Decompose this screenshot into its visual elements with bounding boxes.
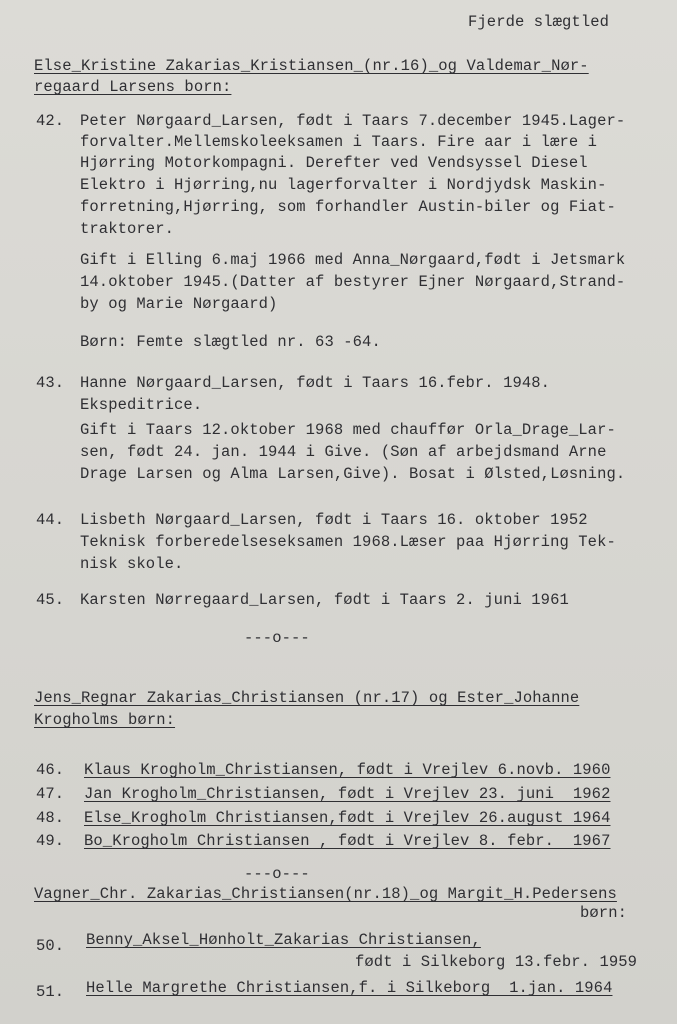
entry-number: 48. <box>36 809 65 827</box>
entry-number: 51. <box>36 983 65 1001</box>
entry-line: Karsten Nørregaard_Larsen, født i Taars 2. juni 1961 <box>80 591 569 609</box>
entry-line: Benny_Aksel_Hønholt_Zakarias Christiansen, <box>86 931 481 949</box>
section2-heading: Jens_Regnar Zakarias_Christiansen (nr.17) og Ester_Johanne <box>34 689 580 707</box>
entry-line: Drage Larsen og Alma Larsen,Give). Bosat i Ølsted,Løsning. <box>80 465 626 483</box>
section3-heading: Vagner_Chr. Zakarias_Christiansen(nr.18)_og Margit_H.Pedersens <box>34 885 617 903</box>
entry-line: Bo_Krogholm Christiansen , født i Vrejlev 8. febr. 1967 <box>84 832 611 850</box>
entry-number: 49. <box>36 832 65 850</box>
entry-line: forretning,Hjørring, som forhandler Austin-biler og Fiat- <box>80 198 616 216</box>
entry-number: 47. <box>36 785 65 803</box>
entry-number: 43. <box>36 374 65 392</box>
entry-line: Hanne Nørgaard_Larsen, født i Taars 16.febr. 1948. <box>80 374 551 392</box>
entry-line: Helle Margrethe Christiansen,f. i Silkeborg 1.jan. 1964 <box>86 979 613 997</box>
entry-line: Else_Krogholm Christiansen,født i Vrejlev 26.august 1964 <box>84 809 611 827</box>
section2-heading-cont: Krogholms børn: <box>34 711 176 729</box>
section1-heading: Else_Kristine Zakarias_Kristiansen_(nr.16)_og Valdemar_Nør- <box>34 57 589 75</box>
entry-line: Teknisk forberedelseseksamen 1968.Læser paa Hjørring Tek- <box>80 533 616 551</box>
entry-line: forvalter.Mellemskoleeksamen i Taars. Fire aar i lære i <box>80 133 598 151</box>
section3-heading-cont: børn: <box>580 904 628 922</box>
entry-line: født i Silkeborg 13.febr. 1959 <box>355 953 638 971</box>
entry-line: Ekspeditrice. <box>80 396 203 414</box>
entry-number: 42. <box>36 112 65 130</box>
entry-line: by og Marie Nørgaard) <box>80 295 278 313</box>
entry-line: Klaus Krogholm_Christiansen, født i Vrejlev 6.novb. 1960 <box>84 761 611 779</box>
entry-number: 45. <box>36 591 65 609</box>
entry-number: 44. <box>36 511 65 529</box>
entry-line: Hjørring Motorkompagni. Derefter ved Vendsyssel Diesel <box>80 154 588 172</box>
entry-line: traktorer. <box>80 220 175 238</box>
entry-line: 14.oktober 1945.(Datter af bestyrer Ejner Nørgaard,Strand- <box>80 273 626 291</box>
entry-number: 50. <box>36 937 65 955</box>
entry-line: Elektro i Hjørring,nu lagerforvalter i Nordjydsk Maskin- <box>80 176 607 194</box>
separator: ---o--- <box>244 865 310 883</box>
entry-number: 46. <box>36 761 65 779</box>
entry-line: nisk skole. <box>80 555 184 573</box>
separator: ---o--- <box>244 629 310 647</box>
entry-line: Lisbeth Nørgaard_Larsen, født i Taars 16. oktober 1952 <box>80 511 588 529</box>
generation-header: Fjerde slægtled <box>468 13 610 31</box>
entry-line: Gift i Elling 6.maj 1966 med Anna_Nørgaard,født i Jetsmark <box>80 251 626 269</box>
entry-line: Peter Nørgaard_Larsen, født i Taars 7.december 1945.Lager- <box>80 112 626 130</box>
entry-line: Gift i Taars 12.oktober 1968 med chauffør Orla_Drage_Lar- <box>80 421 616 439</box>
entry-line: sen, født 24. jan. 1944 i Give. (Søn af arbejdsmand Arne <box>80 443 607 461</box>
children-note: Børn: Femte slægtled nr. 63 -64. <box>80 333 381 351</box>
section1-heading-cont: regaard Larsens born: <box>34 78 232 96</box>
entry-line: Jan Krogholm_Christiansen, født i Vrejlev 23. juni 1962 <box>84 785 611 803</box>
